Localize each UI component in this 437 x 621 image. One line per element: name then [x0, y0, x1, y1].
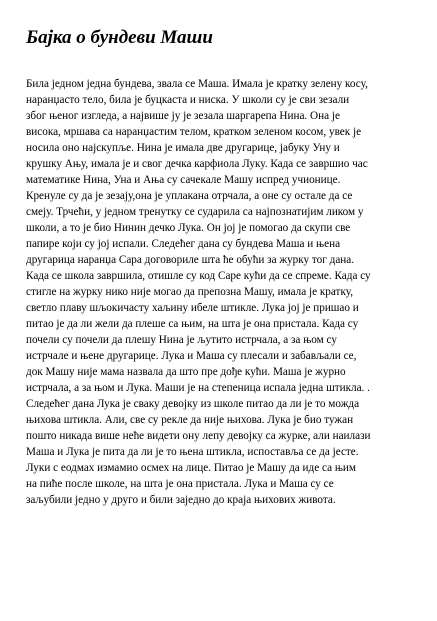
story-line: наранџасто тело, била је буцкаста и ниска. У школи су је сви зезали: [26, 94, 350, 106]
story-line: заљубили једно у друго и били заједно до краја њихових живота.: [26, 494, 336, 506]
story-line: питао је да ли жели да плеше са њим, на шта је она пристала. Када су: [26, 318, 359, 330]
story-line: Следећег дана Лука је сваку девојку из школе питао да ли је то можда: [26, 398, 360, 410]
story-line: школи, а то је био Нинин дечко Лука. Он јој је помогао да скупи све: [26, 222, 351, 234]
story-line: због њеног изгледа, а највише ју је зезала шаргарепа Нина. Она је: [26, 110, 340, 122]
story-line: њихова штикла. Али, све су рекле да није њихова. Лука је био тужан: [26, 414, 354, 426]
story-line: док Машу није мама назвала да што пре дође кући. Маша је журно: [26, 366, 346, 378]
story-line: Била једном једна бундева, звала се Маша. Имала је кратку зелену косу,: [26, 78, 368, 90]
story-line: смеју. Трчећи, у једном тренутку се сударила са најпознатијим ликом у: [26, 206, 364, 218]
story-title: Бајка о бундеви Маши: [26, 27, 213, 48]
story-line: на пиће после школе, на шта је она пристала. Лука и Маша су се: [26, 478, 334, 490]
story-line: висока, мршава са наранџастим телом, кратком зеленом косом, увек је: [26, 126, 362, 138]
story-line: Маша и Лука је пита да ли је то њена штикла, испоставља се да јесте.: [26, 446, 359, 458]
story-line: стигле на журку нико није могао да препозна Машу, имала је кратку,: [26, 286, 353, 298]
story-line: другарица наранџа Сара договориле шта ће обући за журку тог дана.: [26, 254, 355, 266]
story-line: истрчале и њене другарице. Лука и Маша су плесали и забављали се,: [26, 350, 357, 362]
story-line: истрчала, а за њом и Лука. Маши је на степеница испала једна штикла. .: [26, 382, 370, 394]
story-line: математике Нина, Уна и Ања су сачекале Машу испред учионице.: [26, 174, 341, 186]
story-line: Кренуле су да је зезају,она је уплакана отрчала, а оне су остале да се: [26, 190, 353, 202]
story-line: крушку Ању, имала је и свог дечка карфиола Луку. Када се завршио час: [26, 158, 368, 170]
story-line: светло плаву шљокичасту хаљину ибеле штикле. Лука јој је пришао и: [26, 302, 359, 314]
story-line: носила оно најскупље. Нина је имала две другарице, јабуку Уну и: [26, 142, 340, 154]
story-line: почели су почели да плешу Нина је љутито истрчала, а за њом су: [26, 334, 337, 346]
story-line: Када се школа завршила, отишле су код Саре кући да се спреме. Када су: [26, 270, 371, 282]
story-line: пошто никада више неће видети ону лепу девојку са журке, али наилази: [26, 430, 371, 442]
story-line: Луки с еодмах измамио осмех на лице. Питао је Машу да иде са њим: [26, 462, 356, 474]
story-body: [26, 76, 418, 508]
story-line: папире који су јој испали. Следећег дана су бундева Маша и њена: [26, 238, 341, 250]
